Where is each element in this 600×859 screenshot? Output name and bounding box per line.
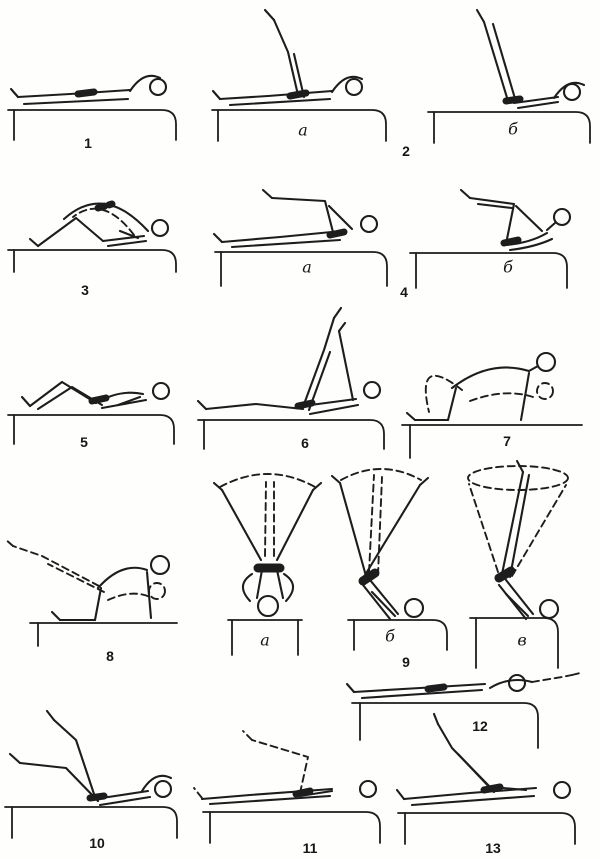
exercise-label-11: 11: [302, 840, 318, 856]
figure-exercise-6-leg-raise-hand-to-foot: [198, 308, 384, 449]
exercise-label-13: 13: [485, 840, 501, 856]
exercise-label-2b: б: [508, 119, 518, 139]
figure-exercise-12-overhead-stretch: [347, 673, 580, 748]
exercise-label-4a: а: [302, 257, 312, 277]
exercise-label-12: 12: [472, 718, 488, 734]
exercise-label-10: 10: [89, 835, 105, 851]
exercise-label-9b: б: [385, 626, 395, 646]
figure-exercise-10-bicycle: [5, 711, 177, 838]
exercise-label-4b: б: [503, 257, 513, 277]
exercise-label-1: 1: [84, 135, 92, 151]
exercise-label-7: 7: [503, 433, 511, 449]
figure-exercise-11-bent-leg-raise: [194, 731, 380, 843]
figure-exercise-4b-both-knees-to-chest: [410, 190, 570, 288]
exercise-label-5: 5: [80, 434, 88, 450]
exercise-label-8: 8: [106, 648, 114, 664]
exercise-label-4: 4: [400, 284, 408, 300]
figure-exercise-3-pelvic-bridge: [8, 204, 176, 272]
figure-exercise-9a-shoulderstand-legs-spread: [214, 474, 321, 655]
figure-exercise-4a-knee-to-chest: [214, 190, 387, 286]
exercise-label-2a: а: [298, 120, 308, 140]
exercise-label-9v: в: [517, 630, 527, 650]
exercise-label-9: 9: [402, 654, 410, 670]
figure-exercise-8-quadruped-leg-back: [5, 539, 177, 646]
figure-exercise-1-supine-rest: [8, 76, 176, 140]
figure-exercise-7-quadruped-rocking: [402, 353, 582, 458]
exercise-label-2: 2: [402, 143, 410, 159]
exercise-label-3: 3: [81, 282, 89, 298]
exercise-label-6: 6: [301, 435, 309, 451]
exercise-label-9a: а: [260, 630, 270, 650]
figure-exercise-9b-shoulderstand-legs-scissored: [332, 469, 447, 650]
figure-exercise-5-supine-knees-bent: [8, 382, 174, 444]
